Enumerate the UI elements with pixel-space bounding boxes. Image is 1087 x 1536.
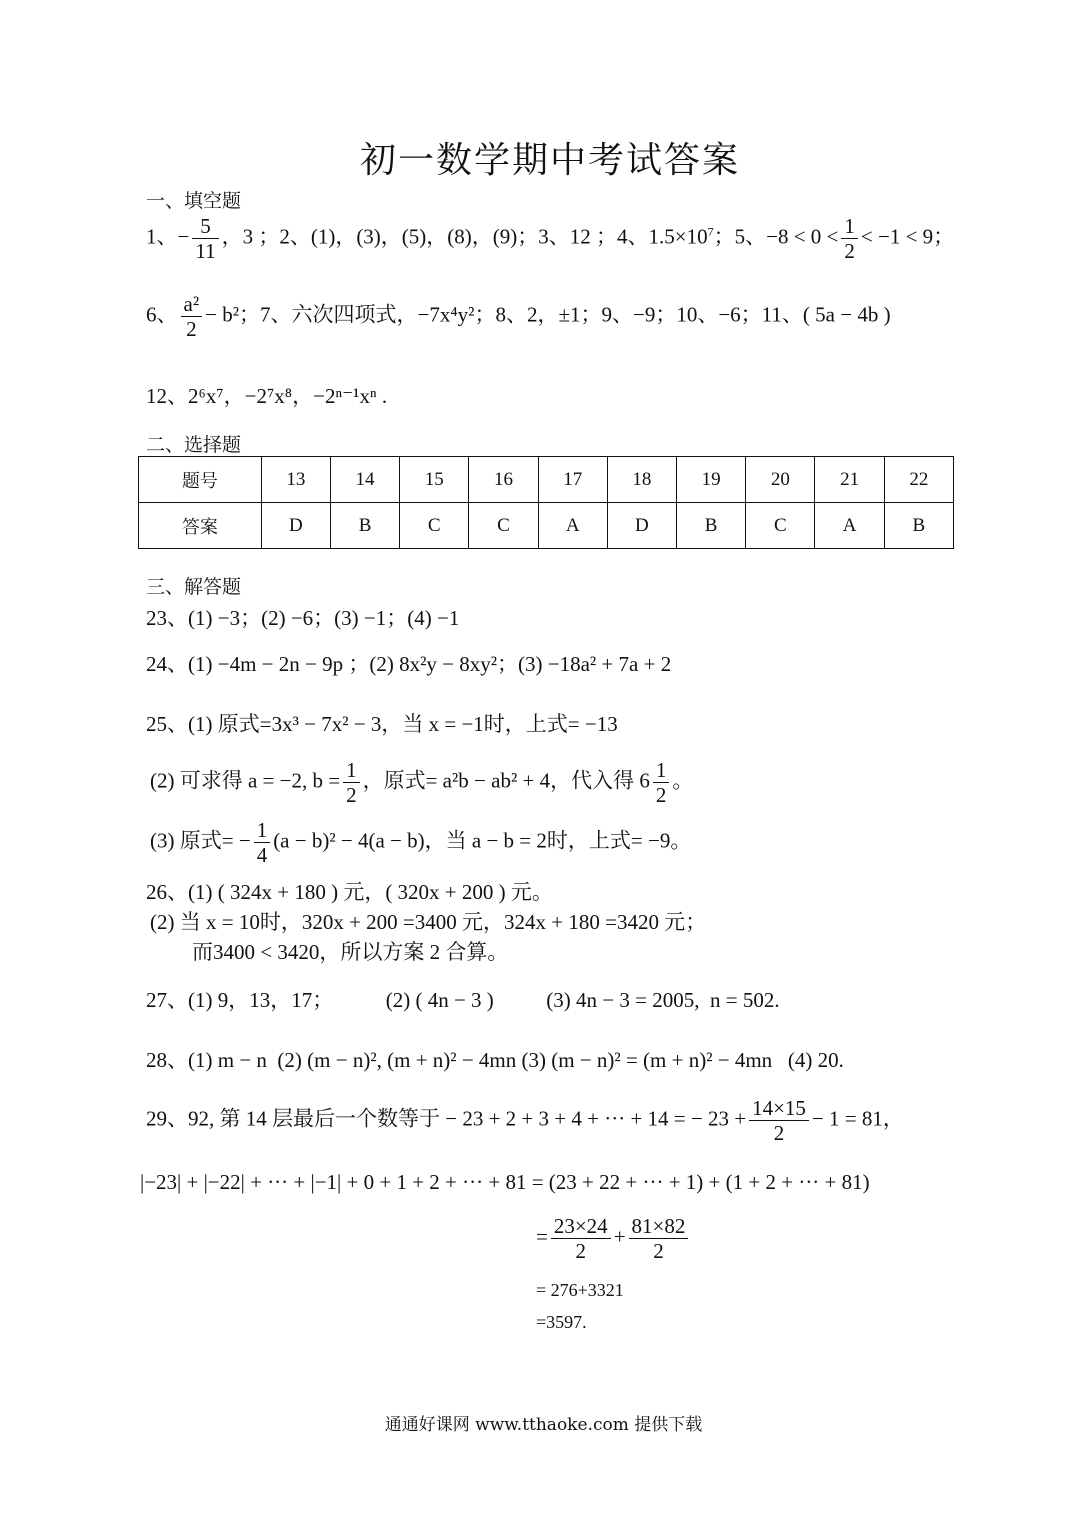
plus-sign: + [613, 1224, 626, 1249]
answer-cell: A [538, 503, 607, 549]
section-fill-blank-heading: 一、填空题 [146, 190, 242, 212]
answer-28: 28、(1) m − n (2) (m − n)², (m + n)² − 4mn (3) (m − n)² = (m + n)² − 4mn (4) 20. [146, 1048, 844, 1072]
fraction-denominator: 2 [844, 239, 855, 264]
fraction-denominator: 2 [575, 1239, 587, 1264]
question-number-cell: 18 [607, 457, 676, 503]
fill-blank-line-2 [146, 292, 891, 341]
answer-26-1: 26、(1) ( 324x + 180 ) 元，( 320x + 200 ) 元。 [146, 880, 553, 904]
fraction-1-4 [254, 818, 271, 867]
answer-cell: B [330, 503, 399, 549]
answer-29-line-2: |−23| + |−22| + ··· + |−1| + 0 + 1 + 2 + ··· + 81 = (23 + 22 + ··· + 1) + (1 + 2 + ··· + 81) [140, 1170, 870, 1194]
fill-blank-5-tail: < −1 < 9； [860, 224, 955, 249]
fraction-denominator: 2 [186, 317, 197, 342]
footer-credit: 通通好课网 www.tthaoke.com 提供下载 [384, 1415, 703, 1435]
fraction-numerator: 23×24 [551, 1214, 611, 1239]
answer-cell: B [677, 503, 746, 549]
fraction-numerator: a² [181, 292, 203, 317]
answer-23: 23、(1) −3；(2) −6；(3) −1；(4) −1 [146, 606, 460, 630]
table-header-cell: 答案 [139, 503, 262, 549]
fill-blank-2-4-text: ，3 ；2、(1)，(3)，(5)，(8)，(9)；3、12 ；4、1.5×10 [221, 224, 708, 249]
fraction-1-2 [343, 758, 360, 807]
exponent: 7 [707, 224, 714, 239]
answer-25-1: 25、(1) 原式=3x³ − 7x² − 3，当 x = −1时，上式= −13 [146, 712, 618, 736]
fraction-5-11 [192, 214, 218, 263]
fraction-81x82-over-2 [629, 1214, 689, 1263]
choice-answer-table [138, 456, 954, 549]
question-number-cell: 17 [538, 457, 607, 503]
question-number-cell: 22 [884, 457, 953, 503]
question-number-cell: 14 [330, 457, 399, 503]
fraction-14x15-over-2 [749, 1096, 809, 1145]
answer-cell: B [884, 503, 953, 549]
answer-29-line-4: = 276+3321 [536, 1280, 624, 1300]
question-number-cell: 19 [677, 457, 746, 503]
answer-29-line-3 [536, 1214, 691, 1263]
section-choice-heading: 二、选择题 [146, 434, 242, 456]
answer-29-text: 29、92, 第 14 层最后一个数等于 − 23 + 2 + 3 + 4 + ··· + 14 = − 23 + [146, 1106, 747, 1131]
question-number-cell: 15 [400, 457, 469, 503]
fraction-denominator: 2 [655, 783, 667, 808]
table-header-cell: 题号 [139, 457, 262, 503]
fraction-a2-over-2 [181, 292, 203, 341]
answer-cell: A [815, 503, 884, 549]
fraction-denominator: 2 [773, 1121, 785, 1146]
answer-29-line-1 [146, 1096, 904, 1145]
fraction-numerator: 1 [254, 818, 271, 843]
fraction-numerator: 81×82 [629, 1214, 689, 1239]
answer-26-3: 而3400 < 3420，所以方案 2 合算。 [192, 940, 509, 964]
fill-blank-line-3: 12、2⁶x⁷，−2⁷x⁸，−2ⁿ⁻¹xⁿ . [146, 384, 388, 408]
fill-blank-1-text: 1、− [146, 224, 190, 249]
answer-cell: C [469, 503, 538, 549]
fraction-numerator: 5 [192, 214, 218, 239]
fraction-numerator: 1 [343, 758, 360, 783]
table-row [139, 503, 954, 549]
fraction-denominator: 2 [653, 1239, 664, 1264]
question-number-cell: 13 [261, 457, 330, 503]
fraction-1-2 [841, 214, 858, 263]
answer-cell: D [607, 503, 676, 549]
fill-blank-6-11-text: − b²；7、六次四项式，−7x⁴y²；8、2，±1；9、−9；10、−6；11、( 5a − 4b ) [205, 302, 891, 327]
page-title: 初一数学期中考试答案 [359, 140, 740, 181]
answer-25-2-end: 。 [672, 768, 694, 793]
fraction-numerator: 1 [841, 214, 858, 239]
answer-cell: D [261, 503, 330, 549]
fraction-23x24-over-2 [551, 1214, 611, 1263]
answer-24: 24、(1) −4m − 2n − 9p ；(2) 8x²y − 8xy²；(3) −18a² + 7a + 2 [146, 652, 672, 676]
section-solutions-heading: 三、解答题 [146, 576, 242, 598]
fraction-denominator: 11 [195, 239, 216, 264]
answer-cell: C [746, 503, 815, 549]
fraction-numerator: 1 [653, 758, 670, 783]
table-row [139, 457, 954, 503]
fill-blank-line-1 [146, 214, 954, 263]
answer-25-3-text: (a − b)² − 4(a − b)，当 a − b = 2时，上式= −9。 [273, 828, 692, 853]
question-number-cell: 16 [469, 457, 538, 503]
answer-25-3 [150, 818, 691, 867]
answer-cell: C [400, 503, 469, 549]
fill-blank-5-text: ；5、−8 < 0 < [713, 224, 839, 249]
answer-26-2: (2) 当 x = 10时，320x + 200 =3400 元，324x + 180 =3420 元； [150, 910, 707, 934]
question-number-cell: 21 [815, 457, 884, 503]
equals-sign: = [536, 1224, 548, 1249]
answer-25-3-text: (3) 原式= − [150, 828, 251, 853]
answer-29-line-5: =3597. [536, 1312, 587, 1332]
fill-blank-6-label: 6、 [146, 302, 178, 327]
mixed-fraction-part [653, 758, 670, 807]
question-number-cell: 20 [746, 457, 815, 503]
fraction-numerator: 14×15 [749, 1096, 809, 1121]
answer-25-2-text: (2) 可求得 a = −2, b = [150, 768, 341, 793]
answer-25-2-text: ，原式= a²b − ab² + 4，代入得 6 [362, 768, 650, 793]
fraction-denominator: 2 [346, 783, 357, 808]
answer-25-2 [150, 758, 693, 807]
answer-29-text: − 1 = 81， [811, 1106, 904, 1131]
fraction-denominator: 4 [256, 843, 268, 868]
answer-27: 27、(1) 9，13，17； (2) ( 4n − 3 ) (3) 4n − 3 = 2005, n = 502. [146, 988, 780, 1012]
